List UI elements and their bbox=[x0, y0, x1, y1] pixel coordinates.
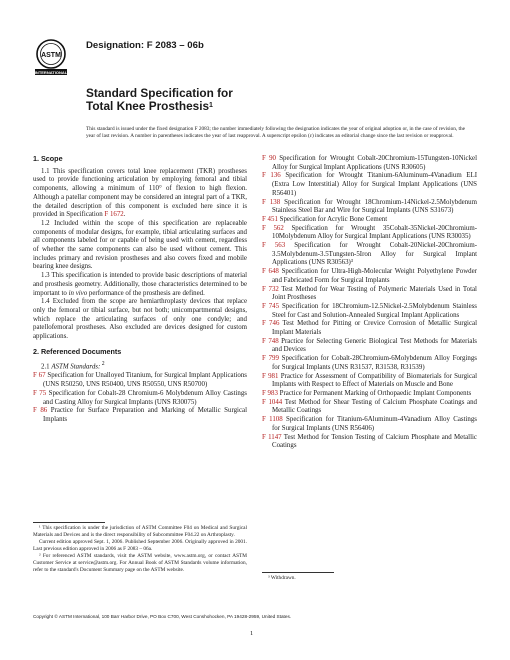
footnote-3-block bbox=[262, 572, 477, 582]
title-line-2 bbox=[86, 100, 386, 113]
astm-standards-subheading bbox=[41, 360, 247, 372]
reference-item bbox=[262, 216, 477, 225]
reference-code-link[interactable]: F 451 bbox=[262, 215, 278, 223]
reference-code-link[interactable]: F 983 bbox=[262, 389, 278, 397]
scope-1.1-end: . bbox=[123, 211, 126, 219]
reference-title: Test Method for Wear Testing of Polymeric Materials Used in Total Joint Prostheses bbox=[272, 285, 477, 302]
reference-title: Test Method for Shear Testing of Calcium Phosphate Coatings and Metallic Coatings bbox=[272, 398, 477, 415]
reference-title: Practice for Surface Preparation and Marking of Metallic Surgical Implants bbox=[43, 407, 248, 423]
reference-item bbox=[262, 355, 477, 372]
section-scope-heading: 1. Scope bbox=[33, 154, 63, 163]
subheading-number: 2.1 bbox=[41, 363, 52, 371]
reference-code-link[interactable]: F 562 bbox=[262, 224, 284, 232]
title-line-1: Standard Specification for bbox=[86, 86, 233, 100]
reference-title: Specification for Wrought Titanium-6Aluminum-4Vanadium ELI (Extra Low Interstitial) Alloy for Surgical Implant Applications (UNS R56401) bbox=[272, 172, 477, 197]
footnote-2: ² For referenced ASTM standards, visit the ASTM website, www.astm.org, or contact ASTM Customer Service at service@astm.org. For Annual Book of ASTM Standards volume information, refer to the standard's Document Summary page on the ASTM website. bbox=[33, 553, 247, 573]
reference-code-link[interactable]: F 136 bbox=[262, 172, 281, 180]
footnote-3: ³ Withdrawn. bbox=[268, 575, 296, 581]
reference-code-link[interactable]: F 648 bbox=[262, 268, 279, 276]
copyright-line: Copyright © ASTM International, 100 Barr Harbor Drive, PO Box C700, West Conshohocken, PA 19428-2959, United States. bbox=[33, 614, 292, 619]
reference-title: Specification for Titanium-6Aluminum-4Vanadium Alloy Castings for Surgical Implants (UNS R56406) bbox=[272, 416, 477, 432]
scope-para-1.3 bbox=[33, 272, 247, 298]
scope-1.3-end: performance of the prosthesis are defined. bbox=[87, 289, 205, 297]
reference-code-link[interactable]: F 75 bbox=[33, 389, 47, 397]
left-column bbox=[33, 155, 247, 425]
reference-code-link[interactable]: F 748 bbox=[262, 337, 279, 345]
reference-code-link[interactable]: F 1108 bbox=[262, 416, 283, 424]
reference-item bbox=[262, 268, 477, 285]
reference-code-link[interactable]: F 86 bbox=[33, 407, 48, 415]
reference-title: Specification for Ultra-High-Molecular Weight Polyethylene Powder and Fabricated Form for Surgical Implants bbox=[272, 268, 477, 284]
footnote-rule-right bbox=[262, 572, 334, 573]
reference-code-link[interactable]: F 745 bbox=[262, 302, 280, 310]
scope-para-1.1 bbox=[33, 168, 247, 220]
scope-1.1-text: 1.1 This specification covers total knee replacement (TKR) prostheses used to provide functioning articulation by employing femoral and tibial components, allowing a minimum of 110° of flexion to high flexion. Although a patellar component may be considered an integral part of a TKR, the detailed description of this component is excluded here since it is provided in Specification bbox=[33, 167, 247, 219]
footnotes bbox=[33, 522, 247, 574]
reference-item bbox=[262, 242, 477, 268]
scope-para-1.4: 1.4 Excluded from the scope are hemiarthroplasty devices that replace only the femoral or tibial surface, but not both; unicompartmental designs, which replace the articulating surfaces of only one condyle; and patellofemoral prostheses. Also excluded are devices designed for custom applications. bbox=[33, 298, 247, 341]
document-title bbox=[86, 87, 386, 113]
reference-code-link[interactable]: F 90 bbox=[262, 155, 276, 162]
title-footnote-mark: 1 bbox=[209, 102, 213, 109]
title-line-2-text: Total Knee Prosthesis bbox=[86, 99, 210, 113]
reference-code-link[interactable]: F 732 bbox=[262, 285, 279, 293]
reference-title: Specification for Wrought Cobalt-20Nickel-20Chromium-3.5Molybdenum-3.5Tungsten-5Iron Alloy for Surgical Implant Applications (UNS R30563)³ bbox=[272, 242, 477, 267]
reference-title: Test Method for Tension Testing of Calcium Phosphate and Metallic Coatings bbox=[272, 433, 477, 450]
page-number: 1 bbox=[250, 630, 254, 637]
reference-title: Specification for Acrylic Bone Cement bbox=[277, 215, 388, 223]
reference-item bbox=[262, 320, 477, 337]
subheading-title: ASTM Standards: bbox=[51, 363, 101, 371]
astm-international-logo bbox=[33, 38, 69, 78]
footnote-1-edition: Current edition approved Sept. 1, 2006. Published September 2006. Originally approved in 2001. Last previous edition approved in 2006 as F 2083 – 06a. bbox=[33, 539, 247, 552]
footnote-rule bbox=[33, 522, 105, 523]
reference-code-link[interactable]: F 981 bbox=[262, 372, 279, 380]
reference-code-link[interactable]: F 799 bbox=[262, 355, 279, 363]
reference-code-link[interactable]: F 1147 bbox=[262, 433, 282, 441]
designation-notice: This standard is issued under the fixed designation F 2083; the number immediately following the designation indicates the year of original adoption or, in the case of revision, the year of last revision. A number in parentheses indicates the year of last reapproval. A superscript epsilon (ε) indicates an editorial change since the last revision or reapproval. bbox=[86, 126, 466, 139]
reference-item bbox=[262, 172, 477, 198]
reference-item bbox=[262, 225, 477, 242]
reference-item bbox=[262, 373, 477, 390]
reference-code-link[interactable]: F 67 bbox=[33, 372, 46, 380]
reference-title: Practice for Permanent Marking of Orthopaedic Implant Components bbox=[277, 389, 472, 397]
reference-item bbox=[33, 390, 247, 407]
reference-item bbox=[262, 390, 477, 399]
reference-code-link[interactable]: F 138 bbox=[262, 198, 281, 206]
reference-item bbox=[33, 407, 247, 424]
reference-list-left bbox=[33, 372, 247, 424]
reference-code-link[interactable]: F 1044 bbox=[262, 398, 283, 406]
designation: Designation: F 2083 – 06b bbox=[86, 40, 204, 51]
scope-para-1.2: 1.2 Included within the scope of this specification are replaceable components of modular designs, for example, tibial articulating surfaces and all components labeled for or capable of being used with cement, regardless of whether the same components can also be used without cement. This includes primary and revision prostheses and also covers fixed and mobile bearing knee designs. bbox=[33, 219, 247, 271]
reference-title: Specification for Unalloyed Titanium, for Surgical Implant Applications (UNS R50250, UNS R50400, UNS R50550, UNS R50700) bbox=[43, 372, 247, 389]
reference-item bbox=[262, 286, 477, 303]
reference-title: Specification for Cobalt-28 Chromium-6 Molybdenum Alloy Castings and Casting Alloy for Surgical Implants (UNS R30075) bbox=[43, 389, 247, 406]
reference-title: Practice for Assessment of Compatibility of Biomaterials for Surgical Implants with Respect to Effect of Materials on Muscle and Bone bbox=[272, 372, 477, 389]
reference-item bbox=[262, 434, 477, 451]
scope-1.3-emphasis: in vivo bbox=[68, 289, 88, 297]
reference-item bbox=[262, 399, 477, 416]
reference-item bbox=[262, 338, 477, 355]
link-f1672[interactable]: F 1672 bbox=[104, 211, 124, 219]
reference-title: Specification for Wrought 18Chromium-14Nickel-2.5Molybdenum Stainless Steel Bar and Wire for Surgical Implants (UNS S31673) bbox=[272, 198, 477, 215]
reference-item bbox=[262, 416, 477, 433]
reference-code-link[interactable]: F 746 bbox=[262, 320, 280, 328]
reference-list-right bbox=[262, 155, 477, 451]
reference-title: Specification for Wrought Cobalt-20Chromium-15Tungsten-10Nickel Alloy for Surgical Implant Applications (UNS R30605) bbox=[272, 155, 477, 171]
reference-title: Practice for Selecting Generic Biological Test Methods for Materials and Devices bbox=[272, 337, 477, 354]
reference-title: Specification for 18Chromium-12.5Nickel-2.5Molybdenum Stainless Steel for Cast and Solution-Annealed Surgical Implant Applications bbox=[272, 302, 477, 319]
svg-text:ASTM: ASTM bbox=[41, 52, 61, 59]
reference-item bbox=[262, 303, 477, 320]
scope-1.3-text: 1.3 This specification is intended to provide basic descriptions of material and prosthesis geometry. Additionally, those characteristics determined to be important to bbox=[33, 272, 247, 297]
svg-text:INTERNATIONAL: INTERNATIONAL bbox=[34, 70, 68, 75]
reference-item bbox=[33, 372, 247, 389]
reference-title: Specification for Cobalt-28Chromium-6Molybdenum Alloy Forgings for Surgical Implants (UNS R31537, R31538, R31539) bbox=[272, 355, 477, 371]
footnote-1: ¹ This specification is under the jurisdiction of ASTM Committee F04 on Medical and Surgical Materials and Devices and is the direct responsibility of Subcommittee F04.22 on Arthroplasty. bbox=[33, 525, 247, 538]
subheading-footnote-mark: 2 bbox=[100, 361, 105, 368]
reference-title: Test Method for Pitting or Crevice Corrosion of Metallic Surgical Implant Materials bbox=[272, 320, 477, 337]
reference-title: Specification for Wrought 35Cobalt-35Nickel-20Chromium-10Molybdenum Alloy for Surgical Implant Applications (UNS R30035) bbox=[272, 224, 477, 241]
reference-code-link[interactable]: F 563 bbox=[262, 242, 286, 250]
section-references-heading: 2. Referenced Documents bbox=[33, 346, 122, 356]
reference-item bbox=[262, 199, 477, 216]
reference-item bbox=[262, 155, 477, 172]
right-column bbox=[262, 155, 477, 451]
